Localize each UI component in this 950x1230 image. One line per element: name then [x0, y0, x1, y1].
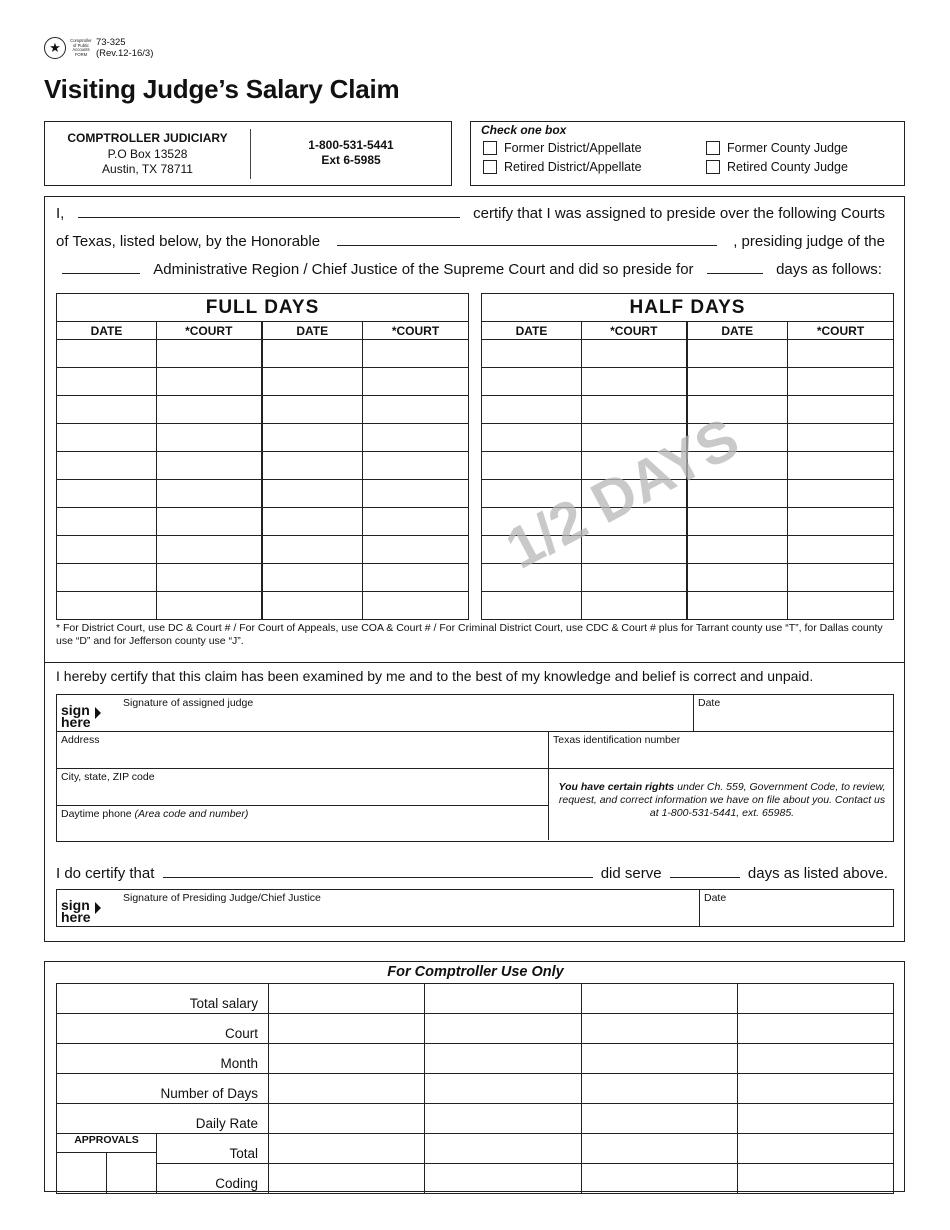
field-label — [61, 808, 248, 820]
date-cell[interactable] — [262, 368, 363, 396]
city-state-zip-field[interactable] — [57, 768, 549, 806]
seal-text: Comptroller of Public Accounts FORM — [70, 38, 92, 57]
form-number: 73-325 — [96, 37, 126, 48]
full-days-table — [56, 293, 469, 620]
field-label: Address — [61, 734, 100, 746]
address-field[interactable] — [57, 731, 549, 769]
service-certify-line — [56, 863, 888, 882]
presiding-judge-signature-field[interactable] — [105, 890, 699, 926]
row-label: Coding — [157, 1164, 269, 1194]
date-cell[interactable] — [57, 452, 157, 480]
date-cell[interactable] — [262, 424, 363, 452]
cert-line-3 — [62, 259, 882, 278]
court-cell[interactable] — [363, 340, 469, 368]
rights-bold: You have certain rights — [558, 781, 675, 793]
entry-cell[interactable] — [425, 1014, 582, 1044]
date-cell[interactable] — [262, 508, 363, 536]
assigned-judge-date-field[interactable] — [693, 695, 894, 731]
presiding-judge-signature-row — [56, 889, 894, 927]
entry-cell[interactable] — [269, 1104, 425, 1134]
cert-line-1 — [56, 203, 885, 222]
sign-here-label — [61, 704, 93, 728]
entry-cell[interactable] — [582, 1074, 738, 1104]
date-cell[interactable] — [262, 452, 363, 480]
half-days-title: HALF DAYS — [482, 294, 894, 322]
entry-cell[interactable] — [582, 1044, 738, 1074]
table-row — [57, 1074, 894, 1104]
date-cell[interactable] — [57, 340, 157, 368]
sign-arrow-icon — [95, 902, 101, 914]
phone-hint: (Area code and number) — [134, 808, 249, 820]
certify-statement: I hereby certify that this claim has been examined by me and to the best of my knowledge and belief is correct and unpaid. — [56, 668, 814, 684]
entry-cell[interactable] — [425, 1044, 582, 1074]
field-label: Date — [704, 892, 727, 904]
table-row — [57, 1134, 894, 1153]
assigned-judge-signature-row — [56, 694, 894, 732]
cert-text: certify that I was assigned to preside over the following Courts — [473, 205, 885, 222]
row-label: Total — [157, 1134, 269, 1164]
entry-cell[interactable] — [425, 984, 582, 1014]
entry-cell[interactable] — [425, 1134, 582, 1164]
court-cell[interactable] — [157, 536, 262, 564]
date-cell[interactable] — [687, 340, 788, 368]
date-cell[interactable] — [262, 396, 363, 424]
entry-cell[interactable] — [738, 1164, 894, 1194]
date-cell[interactable] — [57, 396, 157, 424]
field-label: Signature of assigned judge — [123, 697, 254, 709]
sign-here-text: sign here — [61, 897, 91, 925]
phone-ext: Ext 6-5985 — [321, 153, 381, 167]
table-row — [57, 396, 469, 424]
entry-cell[interactable] — [269, 1074, 425, 1104]
date-cell[interactable] — [57, 592, 157, 620]
court-cell[interactable] — [157, 508, 262, 536]
full-days-title: FULL DAYS — [57, 294, 469, 322]
table-row — [57, 368, 469, 396]
privacy-rights-notice — [555, 781, 889, 820]
texas-id-field[interactable] — [549, 731, 893, 769]
org-name: COMPTROLLER JUDICIARY — [67, 131, 228, 145]
court-cell[interactable] — [363, 564, 469, 592]
table-row — [57, 340, 469, 368]
table-row — [57, 1164, 894, 1194]
comptroller-table — [56, 983, 894, 1194]
table-row — [57, 508, 469, 536]
phone-block — [251, 138, 451, 168]
entry-cell[interactable] — [269, 1134, 425, 1164]
cert-text: , presiding judge of the — [733, 233, 885, 250]
row-label: Daily Rate — [57, 1104, 269, 1134]
entry-cell[interactable] — [738, 1134, 894, 1164]
date-cell[interactable] — [262, 480, 363, 508]
court-cell[interactable] — [157, 452, 262, 480]
field-label: Signature of Presiding Judge/Chief Justice — [123, 892, 321, 904]
checkbox-retired-county[interactable] — [706, 160, 720, 174]
table-row — [57, 452, 469, 480]
entry-cell[interactable] — [425, 1104, 582, 1134]
option-label: Retired County Judge — [727, 160, 848, 174]
watermark-text: 1/2 DAYS — [495, 405, 750, 582]
presiding-judge-date-field[interactable] — [699, 890, 894, 926]
court-cell[interactable] — [363, 536, 469, 564]
table-row — [57, 1044, 894, 1074]
field-label: Date — [698, 697, 721, 709]
date-cell[interactable] — [57, 536, 157, 564]
entry-cell[interactable] — [582, 1104, 738, 1134]
approval-initial-cell[interactable] — [107, 1152, 157, 1163]
cert-text: Administrative Region / Chief Justice of the Supreme Court and did so preside for — [153, 261, 694, 278]
served-days-field[interactable] — [670, 863, 740, 878]
table-row — [57, 424, 469, 452]
entry-cell[interactable] — [738, 1014, 894, 1044]
court-cell[interactable] — [363, 452, 469, 480]
court-cell[interactable] — [363, 368, 469, 396]
table-row — [57, 984, 894, 1014]
option-label: Former District/Appellate — [504, 141, 642, 155]
row-label: Month — [57, 1044, 269, 1074]
table-row — [57, 592, 469, 620]
cert-line-2 — [56, 231, 885, 250]
cert-i: I, — [56, 205, 65, 222]
mailing-address — [45, 131, 250, 178]
date-cell[interactable] — [262, 564, 363, 592]
cert-text: did serve — [600, 865, 662, 882]
date-cell[interactable] — [262, 592, 363, 620]
address-box — [44, 121, 452, 186]
court-cell[interactable] — [157, 368, 262, 396]
court-cell[interactable] — [363, 396, 469, 424]
cert-text: days as follows: — [776, 261, 882, 278]
entry-cell[interactable] — [582, 1164, 738, 1194]
court-cell[interactable] — [363, 508, 469, 536]
field-label: Texas identification number — [553, 734, 681, 746]
daytime-phone-field[interactable] — [57, 805, 549, 840]
rights-text: under Ch. 559, Government Code, to review, request, and correct information we have on file about you. Contact us at 1-800-531-5441, ext. 65985. — [558, 781, 886, 819]
page-title: Visiting Judge’s Salary Claim — [44, 74, 400, 104]
phone-label: Daytime phone — [61, 808, 132, 820]
cert-text: I do certify that — [56, 865, 155, 882]
row-label: Number of Days — [57, 1074, 269, 1104]
table-row — [57, 480, 469, 508]
judge-type-panel — [470, 121, 905, 186]
comptroller-seal-icon: ★ — [44, 37, 66, 59]
date-cell[interactable] — [57, 508, 157, 536]
approvals-label: APPROVALS — [57, 1134, 157, 1153]
court-cell[interactable] — [363, 424, 469, 452]
sign-arrow-icon — [95, 707, 101, 719]
days-count-field[interactable] — [707, 259, 763, 274]
court-cell[interactable] — [363, 480, 469, 508]
field-label: City, state, ZIP code — [61, 771, 155, 783]
column-header: *COURT — [157, 322, 262, 340]
entry-cell[interactable] — [738, 1104, 894, 1134]
table-row — [57, 1104, 894, 1134]
entry-cell[interactable] — [425, 1074, 582, 1104]
column-header: DATE — [262, 322, 363, 340]
cert-text: of Texas, listed below, by the Honorable — [56, 233, 321, 250]
table-row — [57, 564, 469, 592]
entry-cell[interactable] — [582, 1134, 738, 1164]
assigned-judge-signature-field[interactable] — [105, 695, 693, 731]
checkbox-former-county[interactable] — [706, 141, 720, 155]
entry-cell[interactable] — [269, 1044, 425, 1074]
po-box: P.O Box 13528 — [107, 146, 188, 161]
date-cell[interactable] — [262, 536, 363, 564]
column-header: *COURT — [788, 322, 894, 340]
contact-grid — [56, 731, 894, 842]
entry-cell[interactable] — [269, 1164, 425, 1194]
entry-cell[interactable] — [269, 1014, 425, 1044]
served-judge-name-field[interactable] — [163, 863, 593, 878]
entry-cell[interactable] — [738, 1044, 894, 1074]
entry-cell[interactable] — [582, 984, 738, 1014]
column-header: *COURT — [582, 322, 687, 340]
court-cell[interactable] — [157, 424, 262, 452]
date-cell[interactable] — [482, 340, 582, 368]
cert-text: days as listed above. — [747, 865, 888, 882]
court-code-footnote: * For District Court, use DC & Court # / For Court of Appeals, use COA & Court # / For Criminal District Court, use CDC & Court # plus for Tarrant county use “T”, for Dallas county use “D” and for Jefferson county use “J”. — [56, 622, 883, 647]
column-header: DATE — [57, 322, 157, 340]
form-revision: (Rev.12-16/3) — [96, 47, 154, 59]
entry-cell[interactable] — [269, 984, 425, 1014]
phone-number: 1-800-531-5441 — [308, 138, 394, 152]
comptroller-title: For Comptroller Use Only — [387, 964, 564, 980]
court-cell[interactable] — [157, 592, 262, 620]
entry-cell[interactable] — [738, 1074, 894, 1104]
column-header: *COURT — [363, 322, 469, 340]
approval-initial-cell[interactable] — [57, 1164, 107, 1194]
table-row — [57, 536, 469, 564]
court-cell[interactable] — [363, 592, 469, 620]
court-cell[interactable] — [157, 480, 262, 508]
honorable-name-field[interactable] — [337, 231, 717, 246]
form-number-block — [96, 38, 153, 59]
check-one-title: Check one box — [481, 123, 567, 137]
checkbox-retired-district[interactable] — [483, 160, 497, 174]
court-cell[interactable] — [157, 340, 262, 368]
date-cell[interactable] — [57, 368, 157, 396]
date-cell[interactable] — [57, 564, 157, 592]
city-line: Austin, TX 78711 — [102, 162, 193, 176]
court-cell[interactable] — [582, 340, 687, 368]
table-row — [482, 340, 894, 368]
checkbox-former-district[interactable] — [483, 141, 497, 155]
date-cell[interactable] — [57, 480, 157, 508]
court-cell[interactable] — [788, 340, 894, 368]
option-label: Retired District/Appellate — [504, 160, 642, 174]
entry-cell[interactable] — [582, 1014, 738, 1044]
half-days-watermark — [480, 380, 900, 600]
option-label: Former County Judge — [727, 141, 848, 155]
sign-here-text: sign here — [61, 702, 91, 730]
date-cell[interactable] — [57, 424, 157, 452]
sign-here-label — [61, 899, 93, 923]
entry-cell[interactable] — [425, 1164, 582, 1194]
date-cell[interactable] — [262, 340, 363, 368]
row-label: Total salary — [57, 984, 269, 1014]
entry-cell[interactable] — [738, 984, 894, 1014]
table-row — [57, 1014, 894, 1044]
region-field[interactable] — [62, 259, 140, 274]
row-label: Court — [57, 1014, 269, 1044]
approval-initial-cell[interactable] — [57, 1152, 107, 1163]
column-header: DATE — [482, 322, 582, 340]
court-cell[interactable] — [157, 396, 262, 424]
column-header: DATE — [687, 322, 788, 340]
court-cell[interactable] — [157, 564, 262, 592]
judge-name-field[interactable] — [78, 203, 460, 218]
approval-initial-cell[interactable] — [107, 1164, 157, 1194]
